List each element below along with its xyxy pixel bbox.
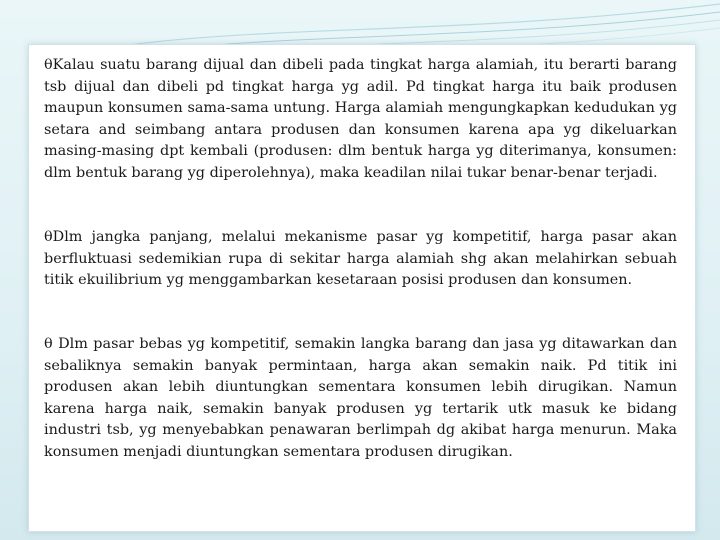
paragraph-market-equilibrium: θDlm jangka panjang, melalui mekanisme pasar yg kompetitif, harga pasar akan berfluktuasi sedemikian rupa di sekitar harga alamiah shg akan melahirkan sebuah titik ekuilibrium yg menggambarkan kesetaraan posisi produsen dan konsumen.	[44, 229, 677, 288]
paragraph-free-market: θ Dlm pasar bebas yg kompetitif, semakin langka barang dan jasa yg ditawarkan dan sebaliknya semakin banyak permintaan, harga akan semakin naik. Pd titik ini produsen akan lebih diuntungkan sementara konsumen lebih dirugikan. Namun karena harga naik, semakin banyak produsen yg tertarik utk masuk ke bidang industri tsb, yg menyebabkan penawaran berlimpah dg akibat harga menurun. Maka konsumen menjadi diuntungkan sementara produsen dirugikan.	[44, 336, 677, 460]
paragraph-natural-price: θKalau suatu barang dijual dan dibeli pada tingkat harga alamiah, itu berarti barang tsb dijual dan dibeli pd tingkat harga yg adil. Pd tingkat harga itu baik produsen maupun konsumen sama-sama untung. Harga alamiah mengungkapkan kedudukan yg setara and seimbang antara produsen dan konsumen karena apa yg dikeluarkan masing-masing dpt kembali (produsen: dlm bentuk harga yg diterimanya, konsumen: dlm bentuk barang yg diperolehnya), maka keadilan nilai tukar benar-benar terjadi.	[44, 57, 677, 181]
